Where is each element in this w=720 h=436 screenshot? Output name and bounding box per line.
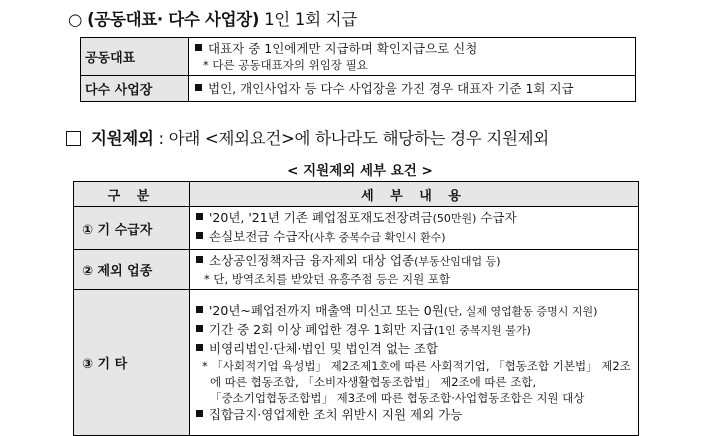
detail-item: 기간 중 2회 이상 폐업한 경우 1회만 지급(1인 중복지원 불가) xyxy=(196,321,638,340)
square-bullet-icon xyxy=(196,410,203,417)
checkbox-square-icon xyxy=(66,131,81,146)
square-bullet-icon xyxy=(196,232,203,239)
row-details xyxy=(190,207,639,250)
row-category: ② 제외 업종 xyxy=(74,250,190,290)
detail-item: 집합금지·영업제한 조치 위반시 지원 제외 가능 xyxy=(196,406,638,424)
row-content xyxy=(189,38,636,76)
section1-title-rest: 1인 1회 지급 xyxy=(259,10,357,29)
detail-note: * 「사회적기업 육성법」 제2조제1호에 따른 사회적기업, 「협동조합 기본법」 제2조 xyxy=(202,358,631,373)
table-caption: < 지원제외 세부 요건 > xyxy=(287,163,433,179)
row-category: ① 기 수급자 xyxy=(74,207,190,250)
row-details xyxy=(190,290,639,436)
table-row xyxy=(81,76,636,102)
section2-title-rest: : 아래 <제외요건>에 하나라도 해당하는 경우 지원제외 xyxy=(153,129,549,148)
exclusion-criteria-table xyxy=(73,181,639,436)
section2-heading xyxy=(66,125,549,149)
detail-note: 「중소기업협동조합법」 제3조에 따른 협동조합·사업협동조합은 지원 대상 xyxy=(210,390,585,405)
header-category: 구 분 xyxy=(74,182,190,207)
square-bullet-icon xyxy=(196,344,203,351)
detail-item: '20년, '21년 기존 폐업점포재도전장려금(50만원) 수급자 xyxy=(196,209,638,228)
detail-note: * 단, 방역조치를 받았던 유흥주점 등은 지원 포함 xyxy=(204,272,451,286)
table-row xyxy=(74,250,639,290)
row-content xyxy=(189,76,636,102)
detail-item: 손실보전금 수급자(사후 중복수급 확인시 환수) xyxy=(196,228,638,247)
row-category: ③ 기 타 xyxy=(74,290,190,436)
square-bullet-icon xyxy=(196,325,203,332)
content-line: 법인, 개인사업자 등 다수 사업장을 가진 경우 대표자 기준 1회 지급 xyxy=(208,81,574,96)
section2-title-bold: 지원제외 xyxy=(91,129,154,148)
detail-item: 소상공인정책자금 융자제외 대상 업종(부동산임대업 등) xyxy=(196,252,638,271)
table-header-row xyxy=(74,182,639,207)
table-row xyxy=(74,207,639,250)
square-bullet-icon xyxy=(196,213,203,220)
joint-representative-table xyxy=(80,37,636,102)
square-bullet-icon xyxy=(195,44,202,51)
row-label: 공동대표 xyxy=(81,38,189,76)
circle-marker: ○ xyxy=(68,10,83,29)
row-details xyxy=(190,250,639,290)
table-row xyxy=(81,38,636,76)
content-line: 대표자 중 1인에게만 지급하며 확인지급으로 신청 xyxy=(208,40,478,56)
row-label: 다수 사업장 xyxy=(81,76,189,102)
detail-item: 비영리법인·단체·법인 및 법인격 없는 조합 xyxy=(196,340,638,358)
detail-item: '20년~폐업전까지 매출액 미신고 또는 0원(단, 실제 영업활동 증명시 지원) xyxy=(196,302,638,321)
section1-title-bold: (공동대표· 다수 사업장) xyxy=(87,10,260,29)
detail-note: 에 따른 협동조합, 「소비자생활협동조합법」 제2조에 따른 조합, xyxy=(210,374,537,389)
square-bullet-icon xyxy=(196,256,203,263)
header-details: 세 부 내 용 xyxy=(190,182,639,207)
table-row xyxy=(74,290,639,436)
content-note: * 다른 공동대표자의 위임장 필요 xyxy=(203,57,368,72)
square-bullet-icon xyxy=(196,306,203,313)
section1-heading xyxy=(68,6,357,30)
square-bullet-icon xyxy=(195,84,202,91)
